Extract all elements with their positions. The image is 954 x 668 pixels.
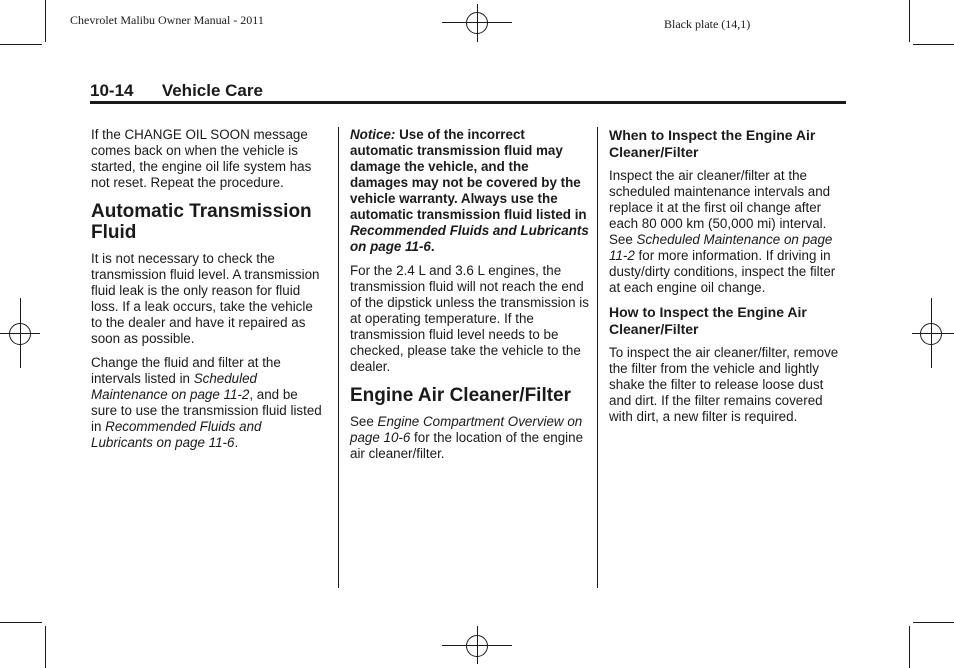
column-2 xyxy=(350,127,590,470)
transmission-fluid-heading: Automatic Transmission Fluid xyxy=(91,201,312,243)
engine-compartment-ref: Engine Compartment Overview on page 10-6 xyxy=(350,414,583,445)
air-cleaner-heading: Engine Air Cleaner/Filter xyxy=(350,385,572,406)
column-3 xyxy=(609,127,849,433)
change-oil-paragraph: If the CHANGE OIL SOON message comes back on when the vehicle is started, the engine oil life system has not reset. Repeat the procedure. xyxy=(91,127,312,190)
scheduled-maintenance-ref: Scheduled Maintenance on page 11-2 xyxy=(91,371,258,402)
column-1 xyxy=(91,127,325,459)
heading-rule xyxy=(90,101,846,104)
column-divider-2 xyxy=(597,127,598,588)
notice-label: Notice: xyxy=(350,127,396,142)
plate-label: Black plate (14,1) xyxy=(664,17,751,31)
section-title: Vehicle Care xyxy=(161,81,263,100)
how-to-inspect-paragraph: To inspect the air cleaner/filter, remove the filter from the vehicle and lightly shake the filter to release loose dust and dirt. If the filter remains covered with dirt, a new filter is required. xyxy=(609,345,839,424)
notice-paragraph: Notice: Use of the incorrect automatic transmission fluid may damage the vehicle, and the damages may not be covered by the vehicle warranty. Always use the automatic transmission fluid listed in Recommended Fluids and Lubricants on page 11-6. xyxy=(350,127,589,254)
when-to-inspect-heading: When to Inspect the Engine Air Cleaner/Filter xyxy=(609,127,816,160)
page-number: 10-14 xyxy=(90,81,134,100)
manual-title: Chevrolet Malibu Owner Manual - 2011 xyxy=(70,13,264,27)
notice-fluids-ref: Recommended Fluids and Lubricants on page 11-6 xyxy=(350,223,589,254)
section-heading xyxy=(90,81,263,101)
change-fluid-paragraph: Change the fluid and filter at the intervals listed in Scheduled Maintenance on page 11-2, and be sure to use the transmission fluid listed in Recommended Fluids and Lubricants on page 11-6. xyxy=(91,355,322,450)
dipstick-paragraph: For the 2.4 L and 3.6 L engines, the transmission fluid will not reach the end of the dipstick unless the transmission is at operating temperature. If the transmission fluid level needs to be checked, please take the vehicle to the dealer. xyxy=(350,263,589,374)
column-divider-1 xyxy=(338,127,339,588)
how-to-inspect-heading: How to Inspect the Engine Air Cleaner/Filter xyxy=(609,304,807,337)
transmission-paragraph: It is not necessary to check the transmission fluid level. A transmission fluid leak is the only reason for fluid loss. If a leak occurs, take the vehicle to the dealer and have it repaired as soon as possible. xyxy=(91,251,320,346)
recommended-fluids-ref: Recommended Fluids and Lubricants on page 11-6 xyxy=(91,419,262,450)
air-cleaner-location-paragraph: See Engine Compartment Overview on page 10-6 for the location of the engine air cleaner/filter. xyxy=(350,414,584,461)
when-to-inspect-paragraph: Inspect the air cleaner/filter at the scheduled maintenance intervals and replace it at the first oil change after each 80 000 km (50,000 mi) interval. See Scheduled Maintenance on page 11-2 for more information. If driving in dusty/dirty conditions, inspect the filter at each engine oil change. xyxy=(609,168,836,295)
scheduled-maintenance-ref-2: Scheduled Maintenance on page 11-2 xyxy=(609,232,833,263)
